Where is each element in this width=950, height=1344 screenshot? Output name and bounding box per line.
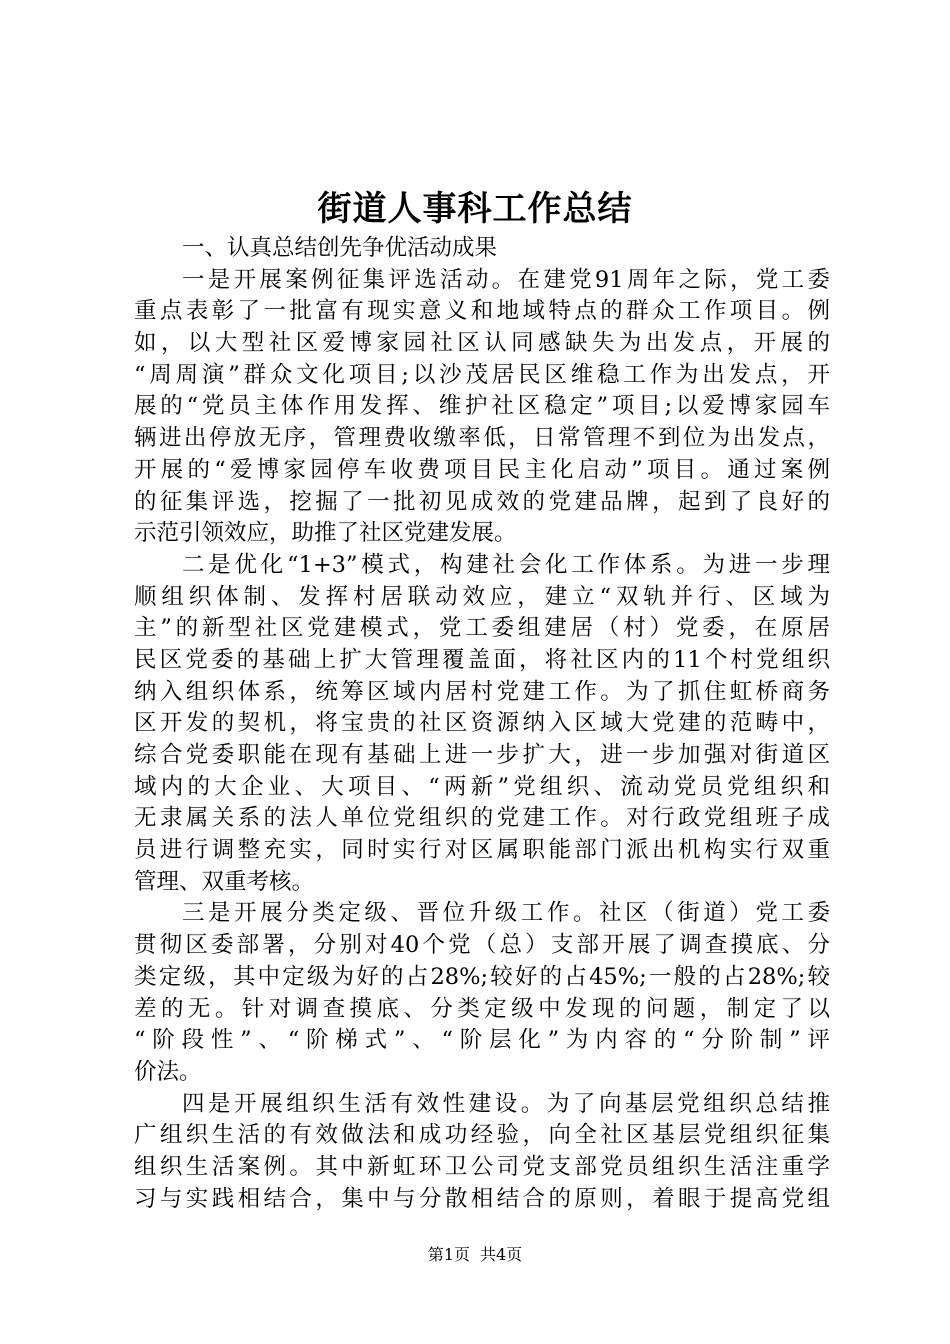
text-line: 类定级，其中定级为好的占28%;较好的占45%;一般的占28%;较 bbox=[134, 963, 830, 990]
text-line: 一、认真总结创先争优活动成果 bbox=[182, 235, 498, 261]
page-footer bbox=[0, 1244, 950, 1266]
page-number: 第1页 bbox=[427, 1245, 470, 1264]
text-line: 综合党委职能在现有基础上进一步扩大，进一步加强对街道区 bbox=[134, 742, 830, 768]
document-body bbox=[134, 233, 830, 1215]
text-line: 域内的大企业、大项目、“两新”党组织、流动党员党组织和 bbox=[134, 773, 830, 800]
text-line: 三是开展分类定级、晋位升级工作。社区（街道）党工委 bbox=[182, 900, 830, 927]
text-line: 习与实践相结合，集中与分散相结合的原则，着眼于提高党组 bbox=[134, 1185, 830, 1212]
text-line: 组织生活案例。其中新虹环卫公司党支部党员组织生活注重学 bbox=[134, 1153, 830, 1180]
page-total: 共4页 bbox=[480, 1245, 523, 1264]
text-line: 如，以大型社区爱博家园社区认同感缺失为出发点，开展的 bbox=[134, 330, 830, 357]
text-line: 广组织生活的有效做法和成功经验，向全社区基层党组织征集 bbox=[134, 1122, 830, 1149]
text-line: 纳入组织体系，统筹区域内居村党建工作。为了抓住虹桥商务 bbox=[134, 678, 830, 705]
text-line: “阶段性”、“阶梯式”、“阶层化”为内容的“分阶制”评 bbox=[134, 1027, 830, 1054]
text-line: 示范引领效应，助推了社区党建发展。 bbox=[134, 520, 517, 547]
text-line: 一是开展案例征集评选活动。在建党91周年之际，党工委 bbox=[182, 266, 830, 293]
text-line: 管理、双重考核。 bbox=[134, 868, 315, 895]
text-line: 贯彻区委部署，分别对40个党（总）支部开展了调查摸底、分 bbox=[134, 932, 830, 959]
text-line: 开展的“爱博家园停车收费项目民主化启动”项目。通过案例 bbox=[134, 456, 830, 483]
text-line: 四是开展组织生活有效性建设。为了向基层党组织总结推 bbox=[182, 1090, 830, 1117]
text-line: 辆进出停放无序，管理费收缴率低，日常管理不到位为出发点， bbox=[134, 425, 830, 452]
text-line: 区开发的契机，将宝贵的社区资源纳入区域大党建的范畴中， bbox=[134, 710, 830, 737]
text-line: 差的无。针对调查摸底、分类定级中发现的问题，制定了以 bbox=[134, 995, 830, 1022]
page-title: 街道人事科工作总结 bbox=[317, 189, 633, 229]
text-line: 的征集评选，挖掘了一批初见成效的党建品牌，起到了良好的 bbox=[134, 488, 830, 515]
text-line: 员进行调整充实，同时实行对区属职能部门派出机构实行双重 bbox=[134, 837, 830, 864]
text-line: 主”的新型社区党建模式，党工委组建居（村）党委，在原居 bbox=[134, 615, 830, 642]
text-line: 展的“党员主体作用发挥、维护社区稳定”项目;以爱博家园车 bbox=[134, 393, 830, 420]
text-line: 顺组织体制、发挥村居联动效应，建立“双轨并行、区域为 bbox=[134, 583, 830, 610]
text-line: 民区党委的基础上扩大管理覆盖面，将社区内的11个村党组织 bbox=[134, 646, 830, 673]
text-line: 二是优化“1+3”模式，构建社会化工作体系。为进一步理 bbox=[182, 551, 830, 578]
text-line: 重点表彰了一批富有现实意义和地域特点的群众工作项目。例 bbox=[134, 298, 830, 325]
text-line: 无隶属关系的法人单位党组织的党建工作。对行政党组班子成 bbox=[134, 805, 830, 832]
text-line: 价法。 bbox=[134, 1058, 202, 1085]
text-line: “周周演”群众文化项目;以沙茂居民区维稳工作为出发点，开 bbox=[134, 361, 830, 388]
